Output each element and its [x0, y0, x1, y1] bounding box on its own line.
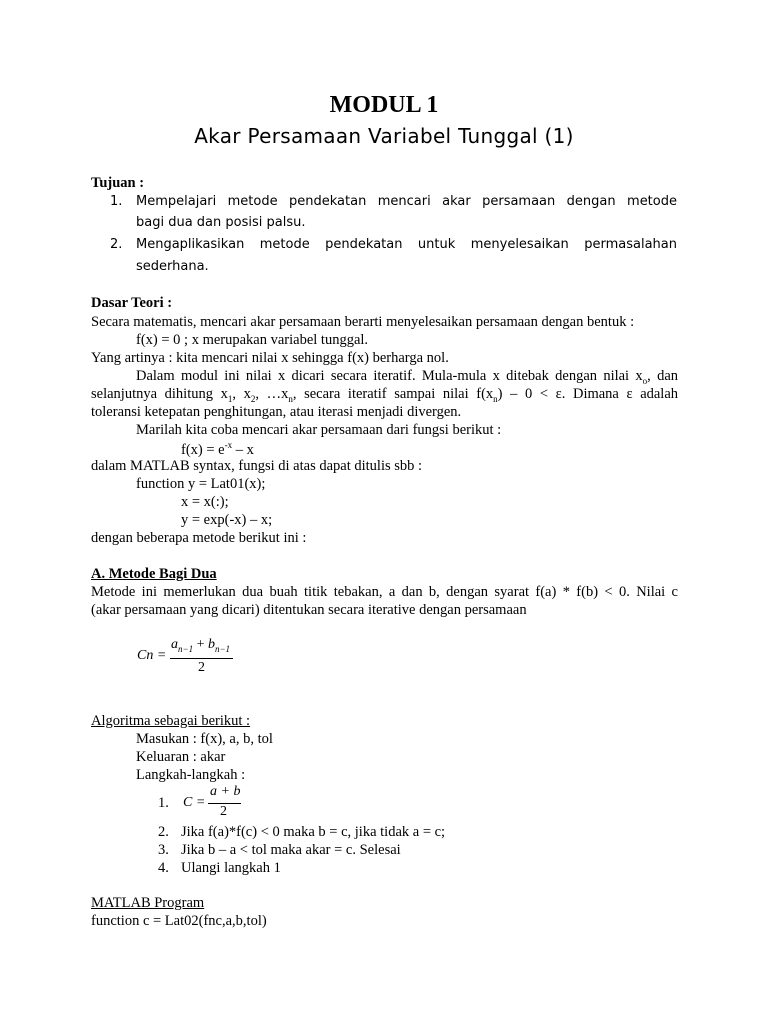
step-number: 3.: [158, 842, 169, 858]
step1-denominator: 2: [220, 804, 227, 819]
tujuan-item-1-line1: Mempelajari metode pendekatan mencari akar persamaan dengan metode: [136, 194, 677, 209]
step-number: 1.: [158, 795, 169, 811]
step-text: Ulangi langkah 1: [181, 860, 281, 876]
bagi-dua-paragraph: Metode ini memerlukan dua buah titik tebakan, a dan b, dengan syarat f(a) * f(b) < 0. Nilai c: [91, 584, 678, 600]
algoritma-line: Langkah-langkah :: [136, 767, 246, 783]
step-text: Jika b – a < tol maka akar = c. Selesai: [181, 842, 401, 858]
step-text: Jika f(a)*f(c) < 0 maka b = c, jika tidak a = c;: [181, 824, 446, 840]
algoritma-line: Masukan : f(x), a, b, tol: [136, 731, 273, 747]
dasar-teori-paragraph: dalam MATLAB syntax, fungsi di atas dapat ditulis sbb :: [91, 458, 423, 474]
formula-denominator: 2: [198, 660, 205, 675]
tujuan-heading: Tujuan :: [91, 175, 145, 191]
step1-numerator: a + b: [210, 784, 241, 799]
tujuan-item-1-number: 1.: [110, 194, 123, 209]
dasar-teori-paragraph: toleransi ketepatan penghitungan, atau iterasi menjadi divergen.: [91, 404, 462, 420]
code-line: function c = Lat02(fnc,a,b,tol): [91, 913, 267, 929]
dasar-teori-paragraph: Yang artinya : kita mencari nilai x sehingga f(x) berharga nol.: [91, 350, 449, 366]
code-line: function y = Lat01(x);: [136, 476, 266, 492]
code-line: x = x(:);: [181, 494, 229, 510]
code-line: y = exp(-x) – x;: [181, 512, 273, 528]
algoritma-line: Keluaran : akar: [136, 749, 226, 765]
bagi-dua-paragraph: (akar persamaan yang dicari) ditentukan secara iterative dengan persamaan: [91, 602, 527, 618]
dasar-teori-paragraph: Secara matematis, mencari akar persamaan berarti menyelesaikan persamaan dengan bentuk :: [91, 314, 635, 330]
dasar-teori-paragraph: selanjutnya dihitung $x_1$, $x_2$, $\dots x_n$, secara iteratif sampai nilai $f(x_n) - 0 < \varepsilon$. Dimana ε adalah: [91, 386, 679, 404]
dasar-teori-paragraph: Marilah kita coba mencari akar persamaan dari fungsi berikut :: [136, 422, 502, 438]
step-number: 4.: [158, 860, 169, 876]
dasar-teori-heading: Dasar Teori :: [91, 295, 173, 311]
fraction-bar: [170, 658, 233, 659]
tujuan-item-1-line2: bagi dua dan posisi palsu.: [136, 215, 306, 230]
dasar-teori-paragraph: Dalam modul ini nilai x dicari secara iteratif. Mula-mula x ditebak dengan nilai $x_o$, dan: [136, 368, 678, 386]
algoritma-heading: Algoritma sebagai berikut :: [91, 713, 251, 729]
tujuan-item-2-number: 2.: [110, 237, 123, 252]
section-heading-bagi-dua: A. Metode Bagi Dua: [91, 566, 217, 582]
tujuan-item-2-line1: Mengaplikasikan metode pendekatan untuk menyelesaikan permasalahan: [136, 237, 677, 252]
formula-numerator: $a_{n-1} + b_{n-1}$: [171, 637, 231, 654]
page-subtitle: Akar Persamaan Variabel Tunggal (1): [194, 124, 574, 148]
step1-lhs: C =: [183, 795, 206, 810]
tujuan-item-2-line2: sederhana.: [136, 259, 209, 274]
formula-lhs: Cn =: [137, 648, 167, 663]
equation-fx-zero: f(x) = 0 ; x merupakan variabel tunggal.: [136, 332, 369, 348]
dasar-teori-paragraph: dengan beberapa metode berikut ini :: [91, 530, 307, 546]
page-title: MODUL 1: [329, 92, 439, 118]
equation-fx: $f(x) = e^{-x} - x$: [181, 440, 254, 458]
matlab-heading: MATLAB Program: [91, 895, 205, 911]
step-number: 2.: [158, 824, 169, 840]
